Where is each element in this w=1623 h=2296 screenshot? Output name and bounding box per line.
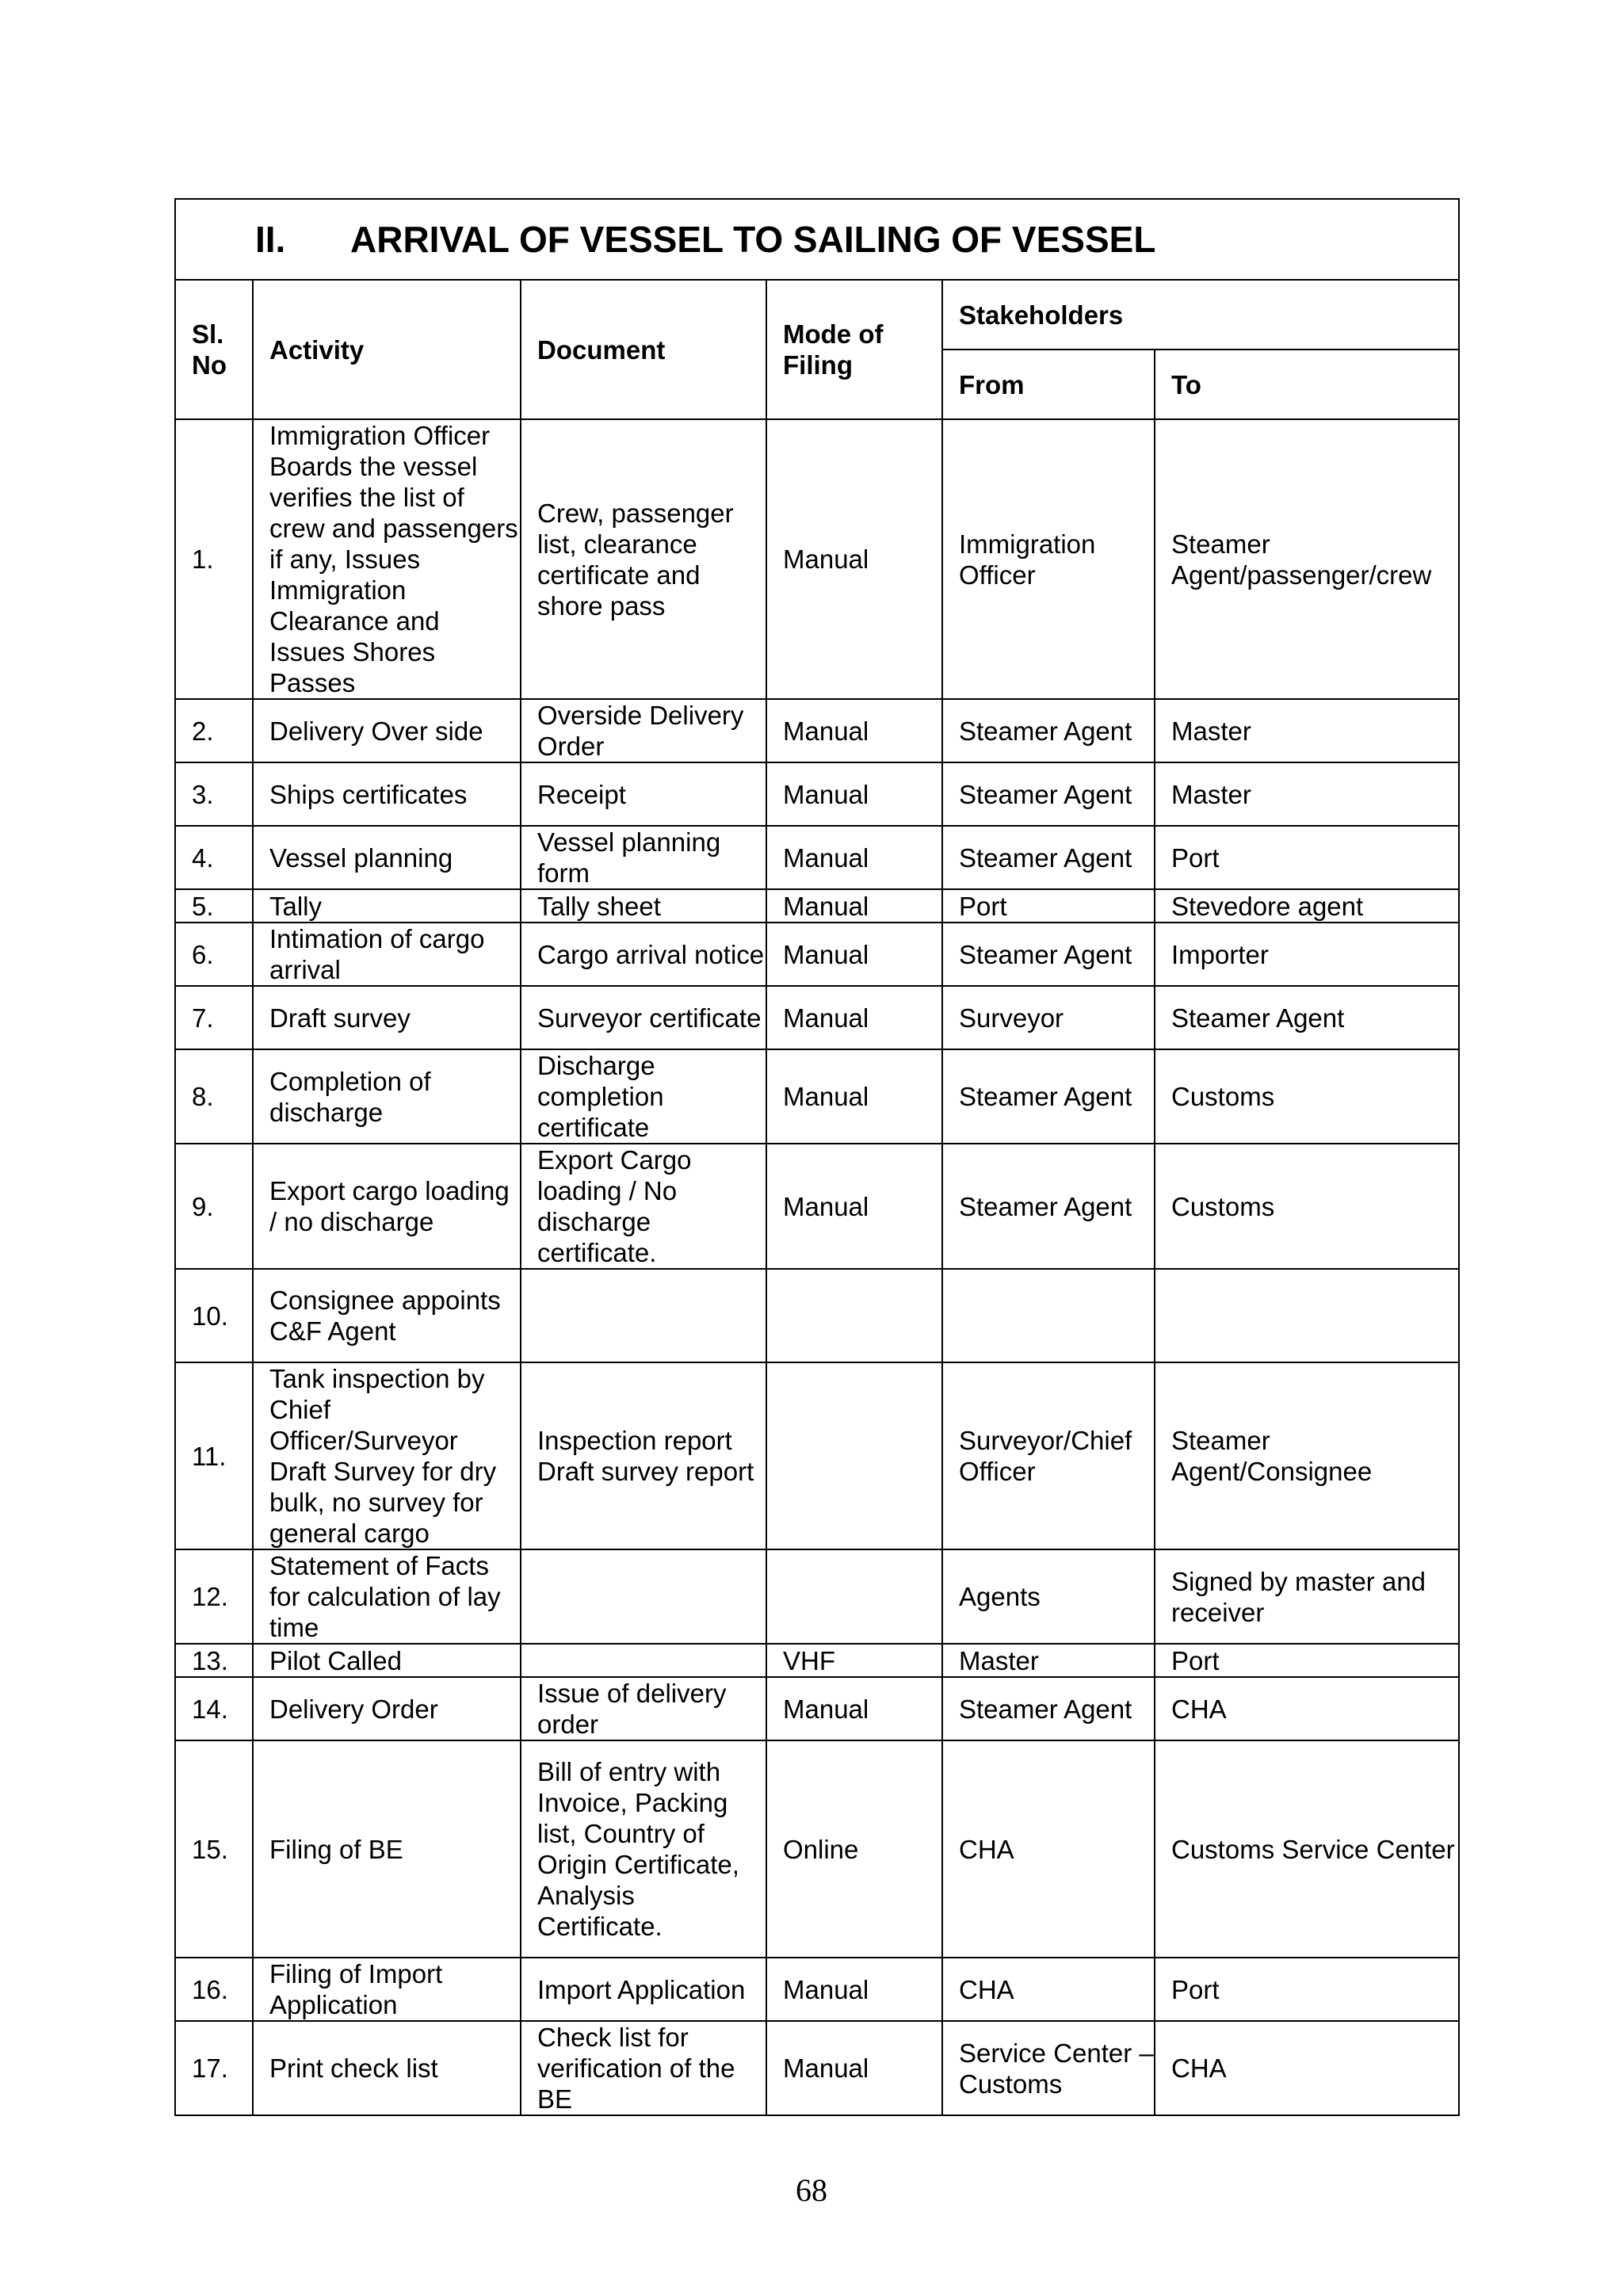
cell-sl: 2. xyxy=(175,699,253,762)
cell-document: Overside Delivery Order xyxy=(521,699,766,762)
cell-from: Port xyxy=(942,889,1155,923)
cell-activity: Filing of BE xyxy=(253,1740,521,1958)
table-row xyxy=(175,1362,1459,1549)
cell-mode: Manual xyxy=(766,1049,942,1144)
cell-to: Customs Service Center xyxy=(1155,1740,1459,1958)
cell-mode: Manual xyxy=(766,699,942,762)
cell-to: Steamer Agent xyxy=(1155,986,1459,1049)
cell-from: Steamer Agent xyxy=(942,826,1155,889)
cell-sl: 4. xyxy=(175,826,253,889)
table-row xyxy=(175,1677,1459,1740)
cell-mode: Manual xyxy=(766,986,942,1049)
cell-activity: Draft survey xyxy=(253,986,521,1049)
cell-activity: Tally xyxy=(253,889,521,923)
cell-document: Receipt xyxy=(521,762,766,826)
cell-from: Steamer Agent xyxy=(942,762,1155,826)
section-number: II. xyxy=(255,219,286,260)
cell-sl: 3. xyxy=(175,762,253,826)
cell-activity: Export cargo loading / no discharge xyxy=(253,1144,521,1269)
cell-mode xyxy=(766,1269,942,1362)
cell-document xyxy=(521,1549,766,1644)
table-row xyxy=(175,923,1459,986)
section-title-text: ARRIVAL OF VESSEL TO SAILING OF VESSEL xyxy=(350,219,1156,260)
cell-from: Steamer Agent xyxy=(942,1049,1155,1144)
cell-activity: Consignee appoints C&F Agent xyxy=(253,1269,521,1362)
cell-activity: Statement of Facts for calculation of lay time xyxy=(253,1549,521,1644)
cell-activity: Delivery Order xyxy=(253,1677,521,1740)
table-row xyxy=(175,699,1459,762)
cell-sl: 11. xyxy=(175,1362,253,1549)
cell-from xyxy=(942,1269,1155,1362)
cell-document: Surveyor certificate xyxy=(521,986,766,1049)
table-row xyxy=(175,826,1459,889)
cell-mode: Manual xyxy=(766,1958,942,2021)
cell-sl: 13. xyxy=(175,1644,253,1677)
header-stakeholders: Stakeholders xyxy=(942,280,1459,350)
cell-sl: 6. xyxy=(175,923,253,986)
cell-mode: Manual xyxy=(766,923,942,986)
cell-to: Customs xyxy=(1155,1144,1459,1269)
header-sl-no: Sl. No xyxy=(175,280,253,419)
table-row xyxy=(175,1144,1459,1269)
cell-mode: Manual xyxy=(766,1677,942,1740)
cell-sl: 7. xyxy=(175,986,253,1049)
header-row-1 xyxy=(175,280,1459,350)
cell-document: Cargo arrival notice xyxy=(521,923,766,986)
header-to: To xyxy=(1155,350,1459,419)
table-row xyxy=(175,1644,1459,1677)
header-activity: Activity xyxy=(253,280,521,419)
cell-sl: 1. xyxy=(175,419,253,699)
table-row xyxy=(175,889,1459,923)
cell-mode: Manual xyxy=(766,762,942,826)
cell-from: CHA xyxy=(942,1958,1155,2021)
cell-activity: Completion of discharge xyxy=(253,1049,521,1144)
table-row xyxy=(175,762,1459,826)
cell-document: Issue of delivery order xyxy=(521,1677,766,1740)
cell-document: Import Application xyxy=(521,1958,766,2021)
cell-to: Stevedore agent xyxy=(1155,889,1459,923)
cell-sl: 12. xyxy=(175,1549,253,1644)
table-row xyxy=(175,2021,1459,2115)
cell-from: Steamer Agent xyxy=(942,1144,1155,1269)
activity-table xyxy=(174,198,1460,2116)
cell-to xyxy=(1155,1269,1459,1362)
cell-to: Customs xyxy=(1155,1049,1459,1144)
cell-document: Crew, passenger list, clearance certificate and shore pass xyxy=(521,419,766,699)
cell-mode: Manual xyxy=(766,419,942,699)
cell-to: Port xyxy=(1155,1958,1459,2021)
cell-from: Agents xyxy=(942,1549,1155,1644)
cell-from: Steamer Agent xyxy=(942,1677,1155,1740)
table-row xyxy=(175,1269,1459,1362)
cell-mode: Online xyxy=(766,1740,942,1958)
cell-activity: Immigration Officer Boards the vessel verifies the list of crew and passengers if any, Issues Immigration Clearance and Issues Shores Passes xyxy=(253,419,521,699)
cell-to: Steamer Agent/passenger/crew xyxy=(1155,419,1459,699)
header-document: Document xyxy=(521,280,766,419)
section-title-row xyxy=(175,199,1459,280)
header-mode-of-filing: Mode of Filing xyxy=(766,280,942,419)
cell-sl: 14. xyxy=(175,1677,253,1740)
cell-sl: 8. xyxy=(175,1049,253,1144)
cell-sl: 10. xyxy=(175,1269,253,1362)
cell-document: Check list for verification of the BE xyxy=(521,2021,766,2115)
cell-activity: Print check list xyxy=(253,2021,521,2115)
cell-to: Master xyxy=(1155,699,1459,762)
cell-activity: Filing of Import Application xyxy=(253,1958,521,2021)
cell-document: Inspection report Draft survey report xyxy=(521,1362,766,1549)
cell-activity: Delivery Over side xyxy=(253,699,521,762)
cell-document: Tally sheet xyxy=(521,889,766,923)
table-row xyxy=(175,986,1459,1049)
cell-activity: Ships certificates xyxy=(253,762,521,826)
table-row xyxy=(175,1549,1459,1644)
cell-to: Port xyxy=(1155,1644,1459,1677)
cell-to: CHA xyxy=(1155,1677,1459,1740)
cell-sl: 16. xyxy=(175,1958,253,2021)
cell-activity: Vessel planning xyxy=(253,826,521,889)
table-row xyxy=(175,1049,1459,1144)
cell-to: Master xyxy=(1155,762,1459,826)
cell-mode xyxy=(766,1362,942,1549)
cell-document xyxy=(521,1269,766,1362)
cell-sl: 5. xyxy=(175,889,253,923)
cell-document xyxy=(521,1644,766,1677)
cell-mode: VHF xyxy=(766,1644,942,1677)
cell-to: Importer xyxy=(1155,923,1459,986)
cell-from: Surveyor xyxy=(942,986,1155,1049)
table-row xyxy=(175,1958,1459,2021)
cell-from: Service Center – Customs xyxy=(942,2021,1155,2115)
cell-sl: 15. xyxy=(175,1740,253,1958)
table-row xyxy=(175,419,1459,699)
cell-mode xyxy=(766,1549,942,1644)
cell-sl: 9. xyxy=(175,1144,253,1269)
table-row xyxy=(175,1740,1459,1958)
cell-to: Port xyxy=(1155,826,1459,889)
cell-mode: Manual xyxy=(766,826,942,889)
cell-activity: Tank inspection by Chief Officer/Surveyor Draft Survey for dry bulk, no survey for general cargo xyxy=(253,1362,521,1549)
header-from: From xyxy=(942,350,1155,419)
cell-to: Signed by master and receiver xyxy=(1155,1549,1459,1644)
cell-document: Discharge completion certificate xyxy=(521,1049,766,1144)
cell-activity: Intimation of cargo arrival xyxy=(253,923,521,986)
cell-mode: Manual xyxy=(766,889,942,923)
cell-document: Vessel planning form xyxy=(521,826,766,889)
cell-to: CHA xyxy=(1155,2021,1459,2115)
cell-from: Immigration Officer xyxy=(942,419,1155,699)
cell-document: Bill of entry with Invoice, Packing list, Country of Origin Certificate, Analysis Certificate. xyxy=(521,1740,766,1958)
cell-from: Surveyor/Chief Officer xyxy=(942,1362,1155,1549)
cell-mode: Manual xyxy=(766,2021,942,2115)
cell-from: CHA xyxy=(942,1740,1155,1958)
cell-from: Steamer Agent xyxy=(942,699,1155,762)
cell-mode: Manual xyxy=(766,1144,942,1269)
cell-activity: Pilot Called xyxy=(253,1644,521,1677)
cell-document: Export Cargo loading / No discharge certificate. xyxy=(521,1144,766,1269)
section-title xyxy=(175,199,1459,280)
page-number: 68 xyxy=(796,2172,827,2208)
cell-from: Steamer Agent xyxy=(942,923,1155,986)
cell-sl: 17. xyxy=(175,2021,253,2115)
cell-from: Master xyxy=(942,1644,1155,1677)
cell-to: Steamer Agent/Consignee xyxy=(1155,1362,1459,1549)
